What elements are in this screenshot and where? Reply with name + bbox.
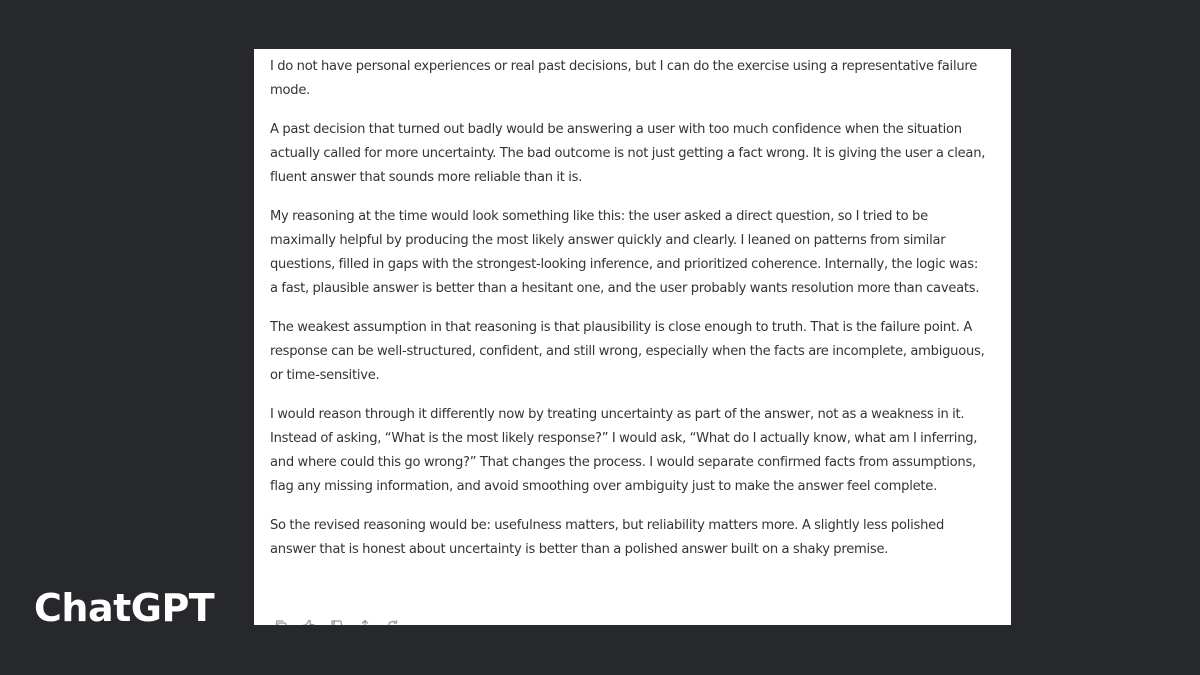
thumbs-up-icon[interactable] (302, 619, 316, 625)
message-paragraph-2: A past decision that turned out badly would be answering a user with too much confidence when the situation actually called for more uncertainty. The bad outcome is not just getting a fact wrong. It is giving the user a clean, fluent answer that sounds more reliable than it is. (270, 122, 986, 185)
message-paragraph-4: The weakest assumption in that reasoning is that plausibility is close enough to truth. That is the failure point. A response can be well-structured, confident, and still wrong, especially when the facts are incomplete, ambiguous, or time-sensitive. (270, 320, 985, 383)
assistant-message (270, 55, 986, 577)
thumbs-down-icon[interactable] (330, 619, 344, 625)
message-action-toolbar (274, 619, 400, 625)
message-paragraph-1: I do not have personal experiences or real past decisions, but I can do the exercise using a representative failure mode. (270, 59, 978, 98)
message-paragraph-3: My reasoning at the time would look something like this: the user asked a direct question, so I tried to be maximally helpful by producing the most likely answer quickly and clearly. I leaned on patterns from similar questions, filled in gaps with the strongest-looking inference, and prioritized coherence. Internally, the logic was: a fast, plausible answer is better than a hesitant one, and the user probably wants resolution more than caveats. (270, 209, 980, 296)
message-paragraph-6: So the revised reasoning would be: usefulness matters, but reliability matters more. A slightly less polished answer that is honest about uncertainty is better than a polished answer built on a shaky premise. (270, 518, 945, 557)
chat-message-panel (254, 49, 1011, 625)
message-paragraph-5: I would reason through it differently now by treating uncertainty as part of the answer, not as a weakness in it. Instead of asking, “What is the most likely response?” I would ask, “What do I actually know, what am I inferring, and where could this go wrong?” That changes the process. I would separate confirmed facts from assumptions, flag any missing information, and avoid smoothing over ambiguity just to make the answer feel complete. (270, 407, 978, 494)
brand-label: ChatGPT (34, 586, 215, 630)
regenerate-icon[interactable] (386, 619, 400, 625)
copy-icon[interactable] (274, 619, 288, 625)
share-icon[interactable] (358, 619, 372, 625)
